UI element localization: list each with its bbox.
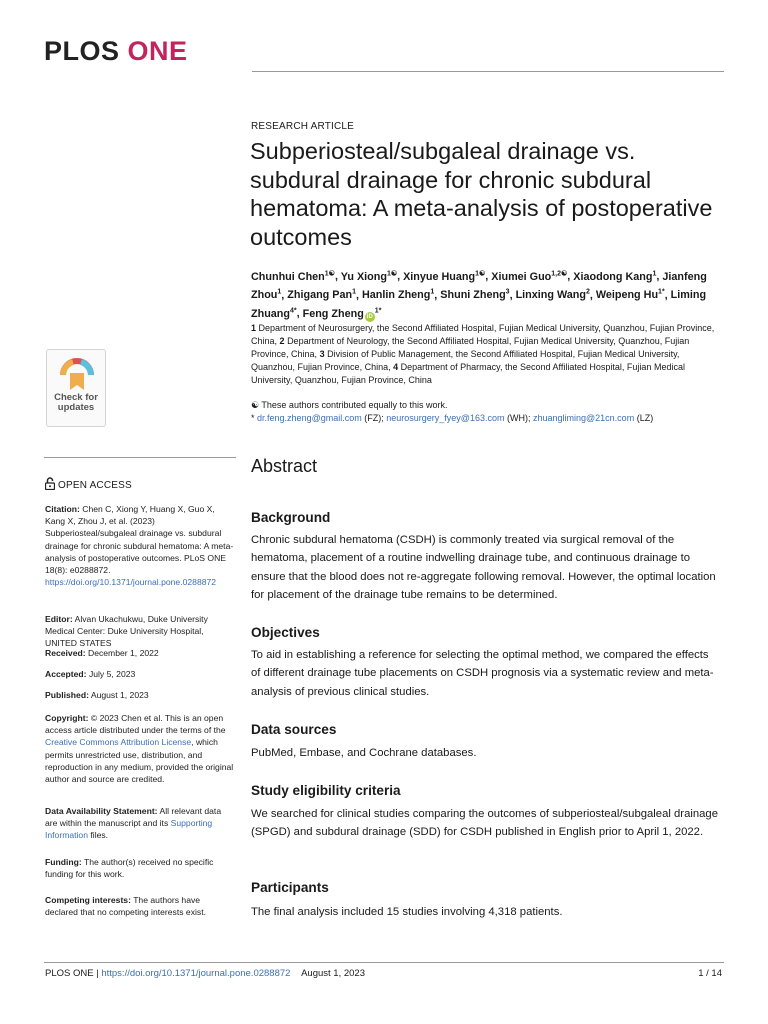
- page-footer: [45, 968, 365, 979]
- author-name: Shuni Zheng: [440, 289, 506, 302]
- footer-doi-link[interactable]: https://doi.org/10.1371/journal.pone.0288872: [101, 968, 291, 979]
- affiliation-number: 4: [393, 362, 399, 372]
- editor-block: [45, 613, 235, 650]
- author-affiliation-mark: 1☯: [324, 270, 335, 277]
- author-affiliation-mark: 1*: [658, 288, 665, 296]
- participants-text: The final analysis included 15 studies involving 4,318 patients.: [251, 906, 563, 918]
- author-affiliation-mark: 4*: [289, 307, 297, 315]
- data-availability-block: [45, 805, 235, 842]
- author-name: Feng Zheng: [302, 307, 364, 320]
- sidebar-divider: [44, 457, 236, 458]
- open-lock-icon: [45, 477, 55, 490]
- background-text: Chronic subdural hematoma (CSDH) is commonly treated via surgical removal of the hematoma, placement of a routine indwelling drainage tube, and continuous drainage to ensure that the blood does not re-aggregate following removal. However, the optimal location for placement of the drainage tube remains to be determined.: [251, 534, 716, 601]
- published-label: Published:: [45, 690, 89, 700]
- author-affiliation-mark: 1: [652, 270, 657, 277]
- participants-heading: Participants: [251, 880, 329, 895]
- citation-doi-link[interactable]: https://doi.org/10.1371/journal.pone.0288872: [45, 577, 217, 588]
- citation-text: Chen C, Xiong Y, Huang X, Guo X, Kang X, Zhou J, et al. (2023) Subperiosteal/subgaleal drainage vs. subdural drainage for chronic subdural hematoma: A meta-analysis of postoperative outcomes. PLoS ONE 18(8): e0288872.: [45, 504, 234, 576]
- copyright-text-1: © 2023 Chen et al. This is an open access article distributed under the terms of the: [45, 713, 226, 736]
- accepted-block: [45, 668, 235, 680]
- author: [491, 271, 567, 283]
- competing-interests-label: Competing interests:: [45, 895, 131, 905]
- data-sources-heading: Data sources: [251, 722, 337, 737]
- author-name: Zhigang Pan: [287, 289, 353, 302]
- author-affiliation-mark: 1☯: [475, 270, 486, 277]
- accepted-label: Accepted:: [45, 669, 87, 679]
- equal-contribution-symbol: ☯: [251, 400, 260, 410]
- footer-journal: PLOS ONE |: [45, 968, 99, 979]
- objectives-heading: Objectives: [251, 625, 320, 640]
- author-name: Liming Zhuang: [251, 289, 707, 320]
- affiliations: [251, 322, 721, 387]
- author-name: Weipeng Hu: [595, 289, 659, 302]
- citation-block: [45, 503, 235, 588]
- data-availability-text-2: files.: [90, 830, 109, 841]
- affiliation-text: Division of Public Management, the Second Affiliated Hospital, Fujian Medical University, Quanzhou, Fujian Province, China,: [251, 349, 680, 372]
- journal-name-one: ONE: [127, 36, 188, 66]
- supporting-information-link[interactable]: Supporting Information: [45, 818, 213, 841]
- accepted-date: July 5, 2023: [88, 669, 136, 679]
- author-name: Xiaodong Kang: [573, 270, 653, 283]
- email-owner-wh: (WH);: [506, 412, 531, 423]
- author: [516, 289, 590, 301]
- corresponding-symbol: *: [251, 412, 255, 423]
- author-name: Xiumei Guo: [491, 270, 552, 283]
- affiliation-number: 3: [319, 349, 325, 359]
- author-name: Linxing Wang: [515, 289, 586, 302]
- open-access-badge: [45, 477, 132, 491]
- data-availability-text-1: All relevant data are within the manuscript and its: [45, 806, 222, 829]
- author-affiliation-mark: 1: [277, 288, 282, 296]
- email-owner-lz: (LZ): [636, 412, 654, 423]
- open-access-label: OPEN ACCESS: [58, 480, 132, 491]
- funding-block: [45, 856, 235, 880]
- received-label: Received:: [45, 648, 86, 658]
- eligibility-text: We searched for clinical studies comparing the outcomes of subperiosteal/subgaleal drainage (SPGD) and subdural drainage (SDD) for CSDH published in English prior to April 1, 2022.: [251, 808, 718, 839]
- license-link[interactable]: Creative Commons Attribution License: [45, 737, 192, 748]
- editor-label: Editor:: [45, 614, 73, 624]
- header-divider: [252, 71, 724, 72]
- author-affiliation-mark: 3: [505, 288, 510, 296]
- author-list: Chunhui Chen$^{1☯}$, Yu Xiong$^{1☯}$, Xinyue Huang$^{1☯}$, Xiumei Guo$^{1,2☯}$, Xiaodong Kang$^1$, Jianfeng Zhou$^1$, Zhigang Pan$^1$, Hanlin Zheng$^1$, Shuni Zheng$^3$, Linxing Wang$^2$, Weipeng $Hu^{1*}$, Liming Zhuang$^{4*}$, Feng Zheng $iD^{1*}$: [251, 270, 707, 320]
- abstract-heading: Abstract: [251, 456, 318, 476]
- page-number: 1 / 14: [698, 968, 722, 979]
- author: [287, 289, 356, 301]
- affiliation-number: 2: [279, 336, 285, 346]
- crossmark-line2: updates: [57, 402, 95, 413]
- published-block: [45, 689, 235, 701]
- funding-label: Funding:: [45, 857, 82, 867]
- author-affiliation-mark: 1: [352, 288, 356, 296]
- author-name: Chunhui Chen: [251, 270, 325, 283]
- corresponding-emails: [251, 412, 721, 425]
- copyright-block: [45, 712, 235, 785]
- published-date: August 1, 2023: [90, 690, 149, 700]
- check-for-updates-badge[interactable]: [46, 349, 106, 427]
- editor-text: Alvan Ukachukwu, Duke University Medical Center: Duke University Hospital, UNITED STATES: [45, 614, 208, 649]
- author-name: Jianfeng Zhou: [251, 270, 707, 302]
- article-type: RESEARCH ARTICLE: [251, 121, 355, 132]
- affiliation-text: Department of Neurosurgery, the Second Affiliated Hospital, Fujian Medical University, Quanzhou, Fujian Province, China,: [251, 323, 715, 346]
- author: [303, 308, 382, 320]
- data-availability-label: Data Availability Statement:: [45, 806, 158, 816]
- received-block: [45, 647, 235, 659]
- crossmark-line1: Check for: [54, 392, 98, 403]
- equal-contribution-text: These authors contributed equally to this work.: [261, 400, 448, 410]
- author-name: Xinyue Huang: [403, 270, 476, 283]
- author-name: Yu Xiong: [340, 270, 387, 283]
- author-affiliation-mark: 1,2☯: [551, 270, 568, 277]
- affiliation-text: Department of Neurology, the Second Affiliated Hospital, Fujian Medical University, Quanzhou, Fujian Province, China,: [251, 336, 690, 359]
- email-link-fz[interactable]: dr.feng.zheng@gmail.com: [257, 412, 362, 423]
- author-affiliation-mark: 1☯: [386, 270, 398, 277]
- author-affiliation-mark: 2: [585, 288, 590, 296]
- author: [403, 271, 485, 283]
- author: [251, 271, 335, 283]
- citation-label: Citation:: [45, 504, 80, 514]
- eligibility-heading: Study eligibility criteria: [251, 783, 401, 798]
- author-name: Hanlin Zheng: [362, 289, 431, 302]
- author: [341, 271, 397, 283]
- copyright-label: Copyright:: [45, 713, 89, 723]
- received-date: December 1, 2022: [88, 648, 159, 658]
- funding-text: The author(s) received no specific funding for this work.: [45, 857, 214, 880]
- crossmark-label: [47, 393, 105, 413]
- email-link-lz[interactable]: zhuangliming@21cn.com: [533, 412, 635, 423]
- article-title: Subperiosteal/subgaleal drainage vs. subdural drainage for chronic subdural hematoma: A meta-analysis of postoperative outcomes: [250, 138, 713, 250]
- background-heading: Background: [251, 510, 331, 525]
- author: [573, 271, 656, 283]
- competing-interests-block: [45, 894, 235, 918]
- footer-divider: [44, 962, 724, 963]
- data-sources-text: PubMed, Embase, and Cochrane databases.: [251, 747, 477, 759]
- author-affiliation-mark: 1: [430, 288, 435, 296]
- author: [596, 289, 665, 301]
- competing-interests-text: The authors have declared that no competing interests exist.: [45, 895, 206, 918]
- objectives-text: To aid in establishing a reference for selecting the optimal method, we compared the effects of different drainage tube placements on CSDH prognosis via a systematic review and meta-analysis of previous clinical studies.: [251, 649, 714, 698]
- author-notes: [251, 399, 721, 424]
- copyright-text-2: , which permits unrestricted use, distribution, and reproduction in any medium, provided the original author and source are credited.: [45, 737, 234, 785]
- author: [440, 289, 509, 301]
- email-owner-fz: (FZ);: [364, 412, 384, 423]
- journal-logo: [44, 36, 188, 67]
- footer-date: August 1, 2023: [301, 968, 365, 979]
- equal-contribution-note: [251, 399, 721, 412]
- journal-name-plos: PLOS: [44, 36, 120, 66]
- affiliation-number: 1: [251, 323, 257, 333]
- affiliation-text: Department of Pharmacy, the Second Affiliated Hospital, Fujian Medical University, Quanzhou, Fujian Province, China: [251, 362, 685, 385]
- email-link-wh[interactable]: neurosurgery_fyey@163.com: [386, 412, 505, 423]
- author-affiliation-mark: 1*: [374, 307, 382, 315]
- crossmark-icon: [59, 355, 95, 391]
- orcid-icon[interactable]: iD: [366, 313, 373, 320]
- author: [362, 289, 434, 301]
